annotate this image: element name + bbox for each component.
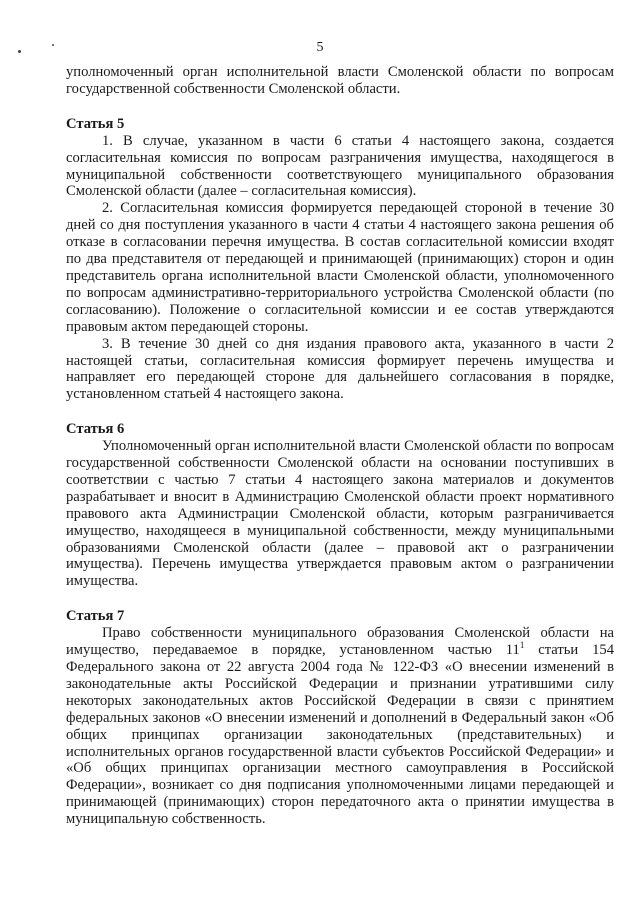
document-body xyxy=(66,64,614,828)
article-5-part-1: 1. В случае, указанном в части 6 статьи 4 настоящего закона, создается согласительная комиссия по вопросам разграничения имущества, находящегося в муниципальной собственности соответствующего муниципального образования Смоленской области (далее – согласительная комиссия). xyxy=(66,132,614,200)
article-7-paragraph xyxy=(66,625,614,828)
article-5-part-2: 2. Согласительная комиссия формируется передающей стороной в течение 30 дней со дня поступления указанного в части 4 статьи 4 настоящего закона решения об отказе в согласовании перечня имущества. В состав согласительной комиссии входят по два представителя от передающей и принимающей (принимающих) сторон и один представитель органа исполнительной власти Смоленской области, уполномоченного по вопросам административно-территориального устройства Смоленской области (по согласованию). Положение о согласительной комиссии и ее состав утверждаются правовым актом передающей стороны. xyxy=(66,200,614,335)
article-6-heading: Статья 6 xyxy=(66,421,125,438)
article-7-text-start: Право собственности муниципального образования Смоленской области на имущество, передаваемое в порядке, установленном частью 11 xyxy=(66,625,614,659)
page-number: 5 xyxy=(316,40,324,55)
article-6-paragraph: Уполномоченный орган исполнительной власти Смоленской области по вопросам государственной собственности Смоленской области на основании поступивших в соответствии с частью 7 статьи 4 настоящего закона материалов и документов разрабатывает и вносит в Администрацию Смоленской области проект нормативного правового акта Администрации Смоленской области, которым разграничивается имущество, находящееся в муниципальной собственности, между муниципальными образованиями Смоленской области (далее – правовой акт о разграничении имущества). Перечень имущества утверждается правовым актом о разграничении имущества. xyxy=(66,438,614,590)
article-7-heading: Статья 7 xyxy=(66,608,125,625)
article-7-text-end: статьи 154 Федерального закона от 22 августа 2004 года № 122-ФЗ «О внесении изменений в законодательные акты Российской Федерации и признании утратившими силу некоторых законодательных актов Российской Федерации в связи с принятием федеральных законов «О внесении изменений и дополнений в Федеральный закон «Об общих принципах организации законодательных (представительных) и исполнительных органов государственной власти субъектов Российской Федерации» и «Об общих принципах организации местного самоуправления в Российской Федерации», возникает со дня подписания уполномоченными лицами передающей и принимающей (принимающих) сторон передаточного акта о принятии имущества в муниципальную собственность. xyxy=(66,642,614,828)
intro-paragraph: уполномоченный орган исполнительной власти Смоленской области по вопросам государственной собственности Смоленской области. xyxy=(66,64,614,97)
article-7-superscript: 1 xyxy=(519,640,525,651)
article-5-heading: Статья 5 xyxy=(66,115,125,132)
article-5-part-3: 3. В течение 30 дней со дня издания правового акта, указанного в части 2 настоящей статьи, согласительная комиссия формирует перечень имущества и направляет его передающей стороне для дальнейшего согласования в порядке, установленном статьей 4 настоящего закона. xyxy=(66,335,614,403)
